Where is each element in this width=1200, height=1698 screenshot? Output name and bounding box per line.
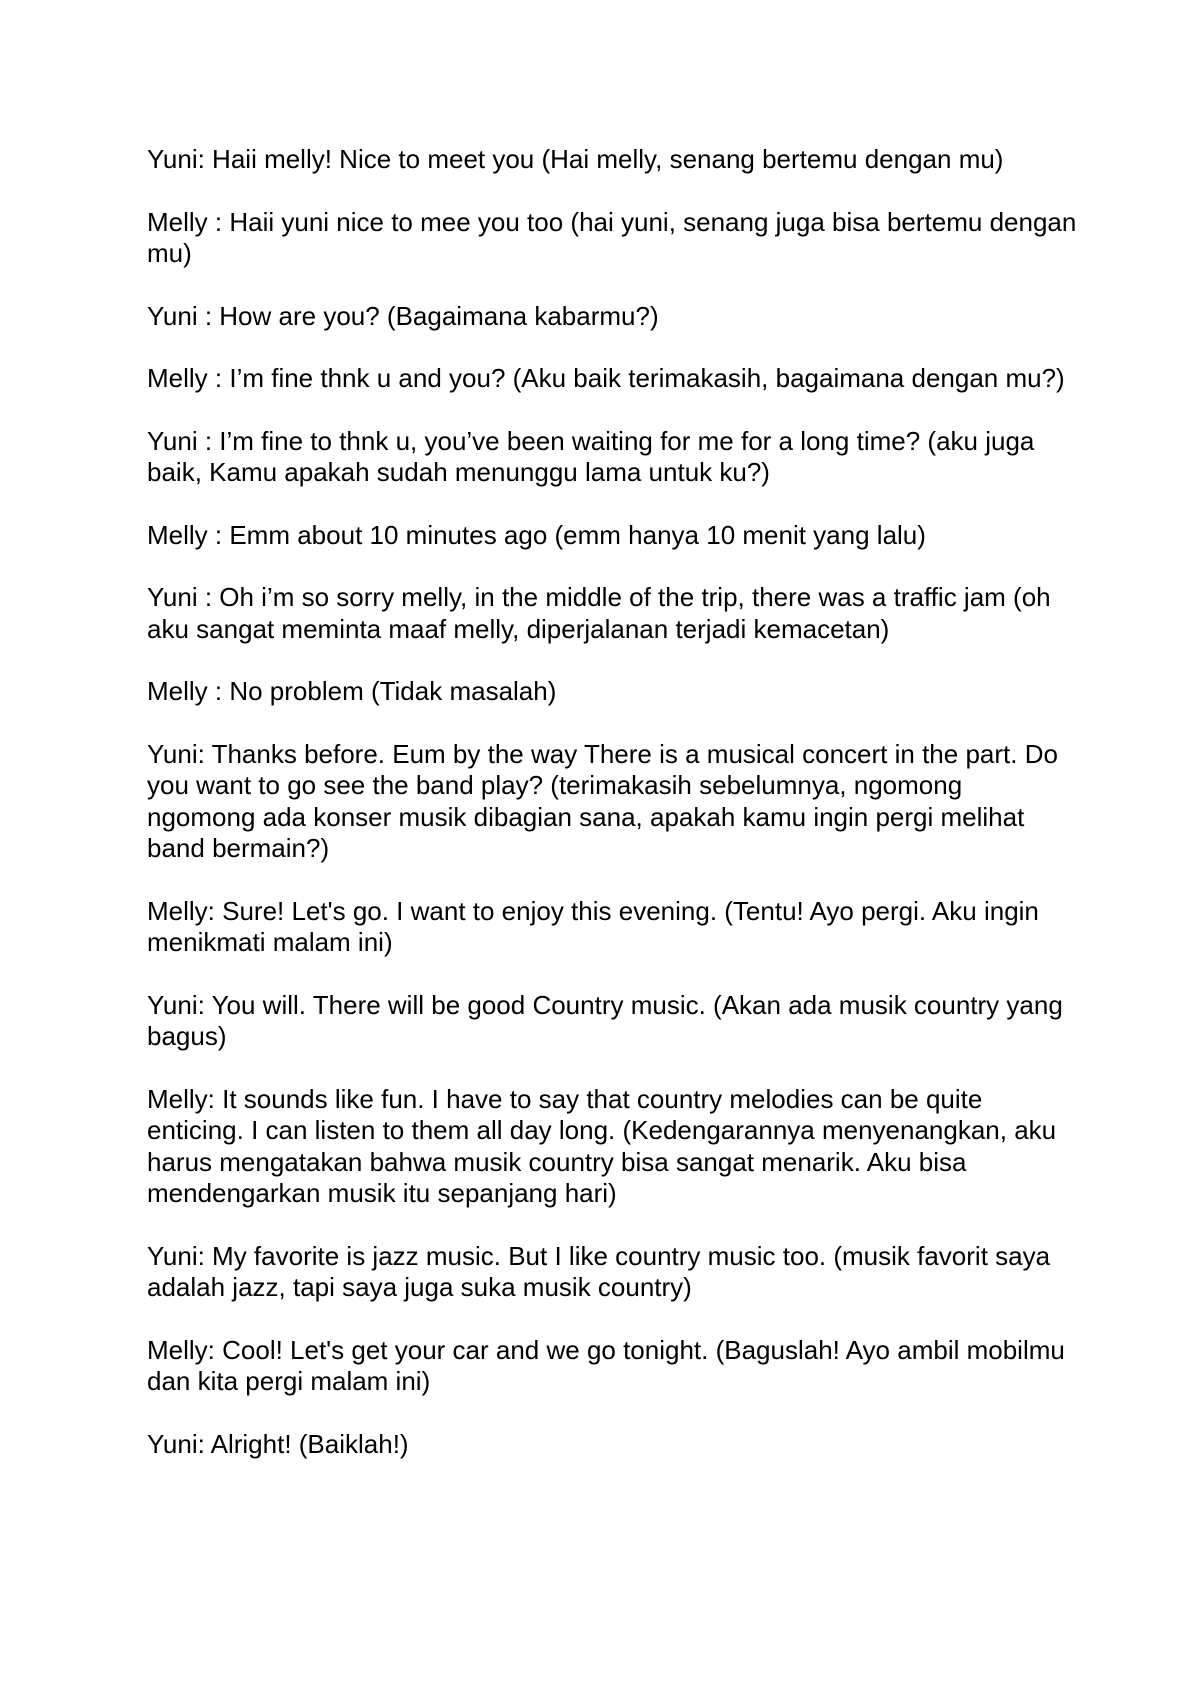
dialogue-line-yuni: Yuni: Haii melly! Nice to meet you (Hai melly, senang bertemu dengan mu): [147, 144, 1004, 174]
dialogue-line-melly: Melly : Emm about 10 minutes ago (emm hanya 10 menit yang lalu): [147, 519, 926, 550]
dialogue-line-melly: Melly : Haii yuni nice to mee you too (hai yuni, senang juga bisa bertemu dengan mu): [147, 206, 1077, 268]
dialogue-line-yuni: Yuni: You will. There will be good Country music. (Akan ada musik country yang bagus): [147, 989, 1063, 1051]
dialogue-line-yuni: Yuni: Alright! (Baiklah!): [147, 1428, 409, 1459]
dialogue-line-melly: Melly: It sounds like fun. I have to say that country melodies can be quite enticing. I can listen to them all day long. (Kedengarannya menyenangkan, aku harus mengatakan bahwa musik country bisa sangat menarik. Aku bisa mendengarkan musik itu sepanjang hari): [147, 1083, 1057, 1208]
dialogue-line-melly: Melly: Cool! Let's get your car and we go tonight. (Baguslah! Ayo ambil mobilmu dan kita pergi malam ini): [147, 1334, 1065, 1396]
dialogue-line-melly: Melly : I’m fine thnk u and you? (Aku baik terimakasih, bagaimana dengan mu?): [147, 363, 1065, 393]
dialogue-line-yuni: Yuni : How are you? (Bagaimana kabarmu?): [147, 300, 659, 331]
dialogue: [147, 144, 1077, 1491]
dialogue-line-yuni: Yuni: Thanks before. Eum by the way There is a musical concert in the part. Do you want to go see the band play? (terimakasih sebelumnya, ngomong ngomong ada konser musik dibagian sana, apakah kamu ingin pergi melihat band bermain?): [147, 738, 1058, 863]
dialogue-line-melly: Melly : No problem (Tidak masalah): [147, 676, 557, 706]
dialogue-line-yuni: Yuni: My favorite is jazz music. But I like country music too. (musik favorit saya adalah jazz, tapi saya juga suka musik country): [147, 1240, 1051, 1302]
dialogue-line-melly: Melly: Sure! Let's go. I want to enjoy this evening. (Tentu! Ayo pergi. Aku ingin menikmati malam ini): [147, 895, 1039, 957]
dialogue-line-yuni: Yuni : I’m fine to thnk u, you’ve been waiting for me for a long time? (aku juga baik, Kamu apakah sudah menunggu lama untuk ku?): [147, 425, 1035, 487]
dialogue-line-yuni: Yuni : Oh i’m so sorry melly, in the middle of the trip, there was a traffic jam (oh aku sangat meminta maaf melly, diperjalanan terjadi kemacetan): [147, 582, 1051, 644]
